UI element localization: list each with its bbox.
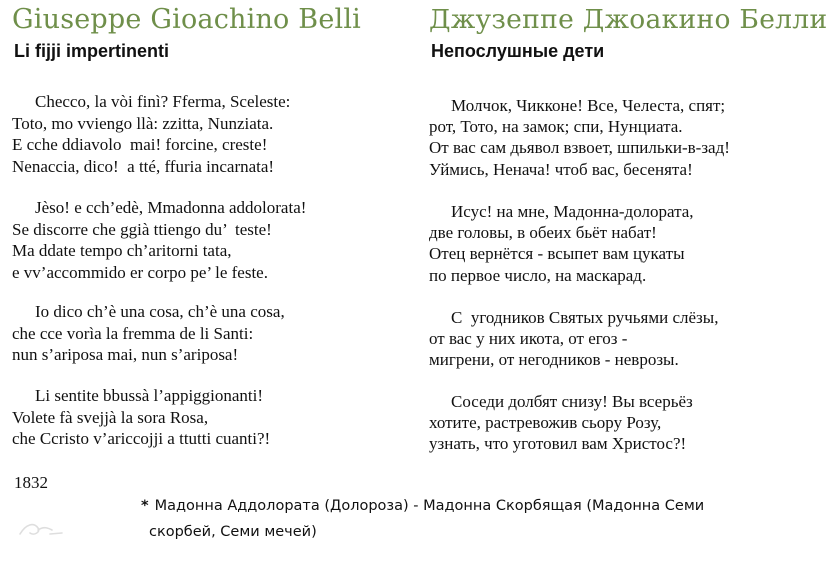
- poem-line: хотите, растревожив сьору Розу,: [429, 413, 662, 433]
- poem-line: Toto, mo vviengo llà: zzitta, Nunziata.: [12, 113, 274, 133]
- poem-line: Отец вернётся - всыпет вам цукаты: [429, 244, 685, 264]
- russian-stanza-4: [429, 391, 693, 455]
- italian-author: Giuseppe Gioachino Belli: [12, 4, 362, 35]
- footnote-line-2: скорбей, Семи мечей): [149, 524, 317, 540]
- italian-stanza-2: [12, 197, 306, 283]
- poem-line: От вас сам дьявол взвоет, шпильки-в-зад!: [429, 138, 730, 158]
- poem-line: Nenaccia, dico! a tté, ffuria incarnata!: [12, 156, 275, 176]
- poem-line: Исус! на мне, Мадонна-долората,: [451, 202, 694, 221]
- poem-line: Li sentite bbussà l’appiggionanti!: [35, 386, 264, 405]
- poem-line: две головы, в обеих бьёт набат!: [429, 223, 657, 243]
- russian-title: Непослушные дети: [431, 41, 605, 61]
- poem-line: che cce vorìa la fremma de li Santi:: [12, 323, 254, 343]
- poem-line: С угодников Святых ручьями слёзы,: [451, 308, 719, 327]
- poem-line: Молчок, Чикконе! Все, Челеста, спят;: [451, 96, 726, 115]
- poem-line: Checco, la vòi finì? Fferma, Sceleste:: [35, 92, 291, 111]
- poem-line: nun s’ariposa mai, nun s’ariposa!: [12, 345, 239, 364]
- poem-line: Se discorre che ggià ttiengo du’ teste!: [12, 219, 272, 239]
- russian-author: Джузеппе Джоакино Белли: [429, 4, 828, 35]
- poem-line: che Ccristo v’ariccojji a ttutti cuanti?!: [12, 429, 271, 448]
- poem-line: Соседи долбят снизу! Вы всерьёз: [451, 392, 693, 411]
- poem-line: Io dico ch’è una cosa, ch’è una cosa,: [35, 302, 285, 321]
- signature-icon: [16, 516, 66, 544]
- poem-line: e vv’accommido er corpo pe’ le feste.: [12, 262, 268, 282]
- footnote: [141, 493, 781, 545]
- italian-stanza-1: [12, 91, 290, 177]
- italian-stanza-4: [12, 385, 270, 450]
- russian-stanza-1: [429, 95, 730, 180]
- footnote-line-1: [141, 493, 781, 519]
- russian-stanza-3: [429, 307, 718, 371]
- poem-line: рот, Тото, на замок; спи, Нунциата.: [429, 117, 683, 137]
- italian-stanza-3: [12, 301, 285, 366]
- poem-line: E cche ddiavolo mai! forcine, creste!: [12, 135, 268, 154]
- poem-line: Ma ddate tempo ch’aritorni tata,: [12, 241, 232, 260]
- footnote-text-1: Мадонна Аддолората (Долороза) - Мадонна Скорбящая (Мадонна Семи: [154, 498, 705, 514]
- italian-title: Li fijji impertinenti: [14, 41, 170, 61]
- poem-line: по первое число, на маскарад.: [429, 265, 647, 285]
- poem-line: Уймись, Ненача! чтоб вас, бесенята!: [429, 159, 693, 179]
- poem-line: Volete fà svejjà la sora Rosa,: [12, 407, 209, 427]
- russian-stanza-2: [429, 201, 694, 286]
- poem-line: узнать, что уготовил вам Христос?!: [429, 434, 687, 454]
- poem-line: мигрени, от негодников - неврозы.: [429, 350, 679, 370]
- footnote-marker: *: [141, 498, 149, 514]
- year: 1832: [14, 473, 48, 492]
- poem-line: от вас у них икота, от егоз -: [429, 329, 628, 349]
- poem-line: Jèso! e cch’edè, Mmadonna addolorata!: [35, 198, 307, 217]
